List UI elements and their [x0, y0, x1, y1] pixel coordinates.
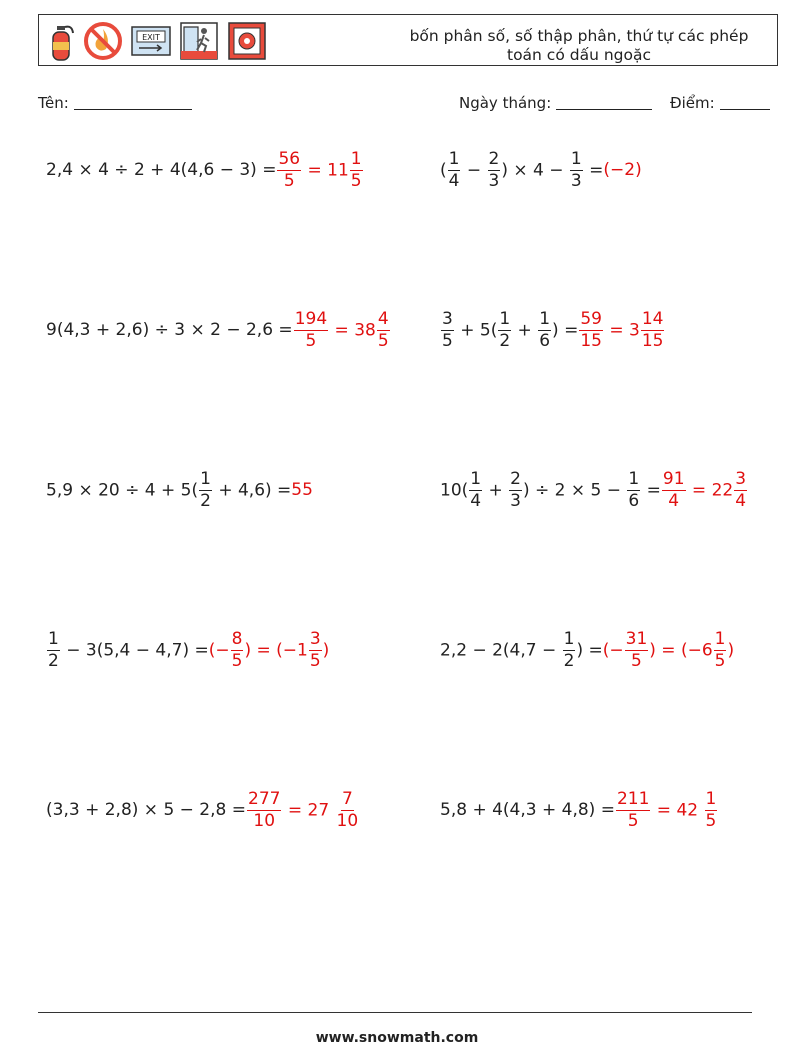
denominator: 4	[668, 490, 680, 511]
problem-5-answer: 55	[291, 480, 313, 500]
numerator: 1	[499, 308, 511, 329]
text: +	[483, 480, 509, 500]
score-label: Điểm:	[670, 94, 715, 112]
numerator: 2	[488, 148, 500, 169]
problem-5	[46, 465, 313, 515]
problem-9-expression: (3,3 + 2,8) × 5 − 2,8 =	[46, 800, 246, 820]
no-fire-icon	[83, 21, 123, 61]
text: ) = (−1	[244, 640, 308, 660]
denominator: 5	[705, 810, 717, 831]
text: ) = (−6	[649, 640, 713, 660]
problem-7-expression	[46, 628, 209, 671]
text: (−	[208, 640, 230, 660]
worksheet-header	[38, 14, 778, 66]
text: 2,2 − 2(4,7 −	[440, 640, 562, 660]
denominator: 5	[283, 170, 295, 191]
name-field	[38, 94, 192, 112]
text: 10(	[440, 480, 469, 500]
numerator: 1	[570, 148, 582, 169]
denominator: 15	[641, 330, 664, 351]
denominator: 5	[714, 650, 726, 671]
equals: =	[583, 160, 604, 180]
denominator: 6	[628, 490, 640, 511]
name-label: Tên:	[38, 94, 69, 112]
text: −	[461, 160, 487, 180]
numerator: 7	[341, 788, 353, 809]
denominator: 5	[377, 330, 389, 351]
numerator: 194	[294, 308, 328, 329]
text: + 5(	[454, 320, 498, 340]
score-blank[interactable]	[720, 94, 770, 110]
denominator: 3	[510, 490, 521, 511]
emergency-exit-door-icon	[179, 21, 219, 61]
denominator: 5	[309, 650, 321, 671]
problem-8-answer	[602, 628, 735, 671]
score-field	[670, 94, 770, 112]
text: (−	[602, 640, 624, 660]
denominator: 2	[499, 330, 511, 351]
problem-8-expression	[440, 628, 603, 671]
denominator: 5	[350, 170, 362, 191]
numerator: 1	[350, 148, 362, 169]
numerator: 2	[510, 468, 521, 489]
svg-text:EXIT: EXIT	[142, 33, 160, 42]
text: ) ÷ 2 × 5 −	[522, 480, 627, 500]
problem-3-answer	[293, 308, 391, 351]
numerator: 211	[616, 788, 650, 809]
denominator: 6	[539, 330, 551, 351]
worksheet-title: bốn phân số, số thập phân, thứ tự các phép toán có dấu ngoặc	[409, 27, 749, 64]
text: (	[440, 160, 447, 180]
text: ) =	[576, 640, 603, 660]
exit-sign-icon	[131, 26, 171, 56]
numerator: 3	[309, 628, 321, 649]
numerator: 3	[735, 468, 747, 489]
numerator: 91	[662, 468, 685, 489]
problem-4-answer	[578, 308, 665, 351]
numerator: 1	[628, 468, 640, 489]
denominator: 15	[580, 330, 602, 351]
mixed-whole: = 42	[651, 800, 704, 820]
problem-7	[46, 625, 329, 675]
problem-10	[440, 785, 718, 835]
numerator: 8	[231, 628, 243, 649]
numerator: 1	[563, 628, 575, 649]
problem-3	[46, 305, 391, 355]
problem-2-expression	[440, 148, 604, 191]
problem-8	[440, 625, 734, 675]
denominator: 4	[470, 490, 482, 511]
date-field	[459, 94, 652, 112]
denominator: 5	[231, 650, 243, 671]
numerator: 1	[714, 628, 726, 649]
problem-2-answer: (−2)	[603, 160, 642, 180]
text: 5,9 × 20 ÷ 4 + 5(	[46, 480, 199, 500]
text: + 4,6) =	[212, 480, 292, 500]
problem-1-answer	[276, 148, 363, 191]
numerator: 31	[625, 628, 648, 649]
denominator: 5	[305, 330, 317, 351]
problem-1	[46, 145, 364, 195]
mixed-whole: = 3	[603, 320, 640, 340]
denominator: 2	[563, 650, 575, 671]
mixed-whole: = 38	[329, 320, 376, 340]
denominator: 3	[488, 170, 500, 191]
denominator: 2	[48, 650, 59, 671]
problem-9-answer	[246, 788, 360, 831]
numerator: 14	[641, 308, 664, 329]
numerator: 56	[278, 148, 301, 169]
problem-5-expression	[46, 468, 292, 511]
text: ) × 4 −	[501, 160, 569, 180]
mixed-whole: = 22	[686, 480, 734, 500]
numerator: 1	[705, 788, 717, 809]
numerator: 1	[470, 468, 482, 489]
problem-1-expression: 2,4 × 4 ÷ 2 + 4(4,6 − 3) =	[46, 160, 277, 180]
denominator: 2	[200, 490, 211, 511]
fire-extinguisher-icon	[45, 20, 75, 62]
numerator: 59	[580, 308, 602, 329]
numerator: 4	[377, 308, 389, 329]
text: )	[727, 640, 735, 660]
date-label: Ngày tháng:	[459, 94, 552, 112]
problem-9	[46, 785, 360, 835]
denominator: 5	[627, 810, 639, 831]
problem-6	[440, 465, 748, 515]
text: − 3(5,4 − 4,7) =	[60, 640, 209, 660]
name-blank[interactable]	[74, 94, 192, 110]
denominator: 5	[631, 650, 642, 671]
numerator: 1	[200, 468, 211, 489]
problem-10-expression: 5,8 + 4(4,3 + 4,8) =	[440, 800, 615, 820]
numerator: 3	[442, 308, 453, 329]
problem-2	[440, 145, 642, 195]
denominator: 4	[735, 490, 747, 511]
numerator: 1	[48, 628, 59, 649]
denominator: 10	[253, 810, 276, 831]
denominator: 4	[448, 170, 460, 191]
denominator: 5	[442, 330, 453, 351]
icon-strip	[45, 20, 267, 62]
mixed-whole: = 27	[282, 800, 335, 820]
equals: =	[641, 480, 661, 500]
text: +	[512, 320, 538, 340]
problem-3-expression: 9(4,3 + 2,6) ÷ 3 × 2 − 2,6 =	[46, 320, 293, 340]
text: ) =	[552, 320, 579, 340]
problem-6-answer	[661, 468, 748, 511]
date-blank[interactable]	[556, 94, 652, 110]
fire-alarm-icon	[227, 21, 267, 61]
numerator: 1	[539, 308, 551, 329]
denominator: 10	[336, 810, 359, 831]
numerator: 277	[248, 788, 281, 809]
mixed-whole: = 11	[302, 160, 349, 180]
problem-10-answer	[615, 788, 718, 831]
footer-divider	[38, 1012, 752, 1013]
problem-6-expression	[440, 468, 661, 511]
footer-site[interactable]: www.snowmath.com	[315, 1030, 479, 1046]
numerator: 1	[448, 148, 460, 169]
denominator: 3	[570, 170, 582, 191]
problem-4	[440, 305, 665, 355]
problem-4-expression	[440, 308, 579, 351]
text: )	[322, 640, 330, 660]
problem-7-answer	[208, 628, 330, 671]
